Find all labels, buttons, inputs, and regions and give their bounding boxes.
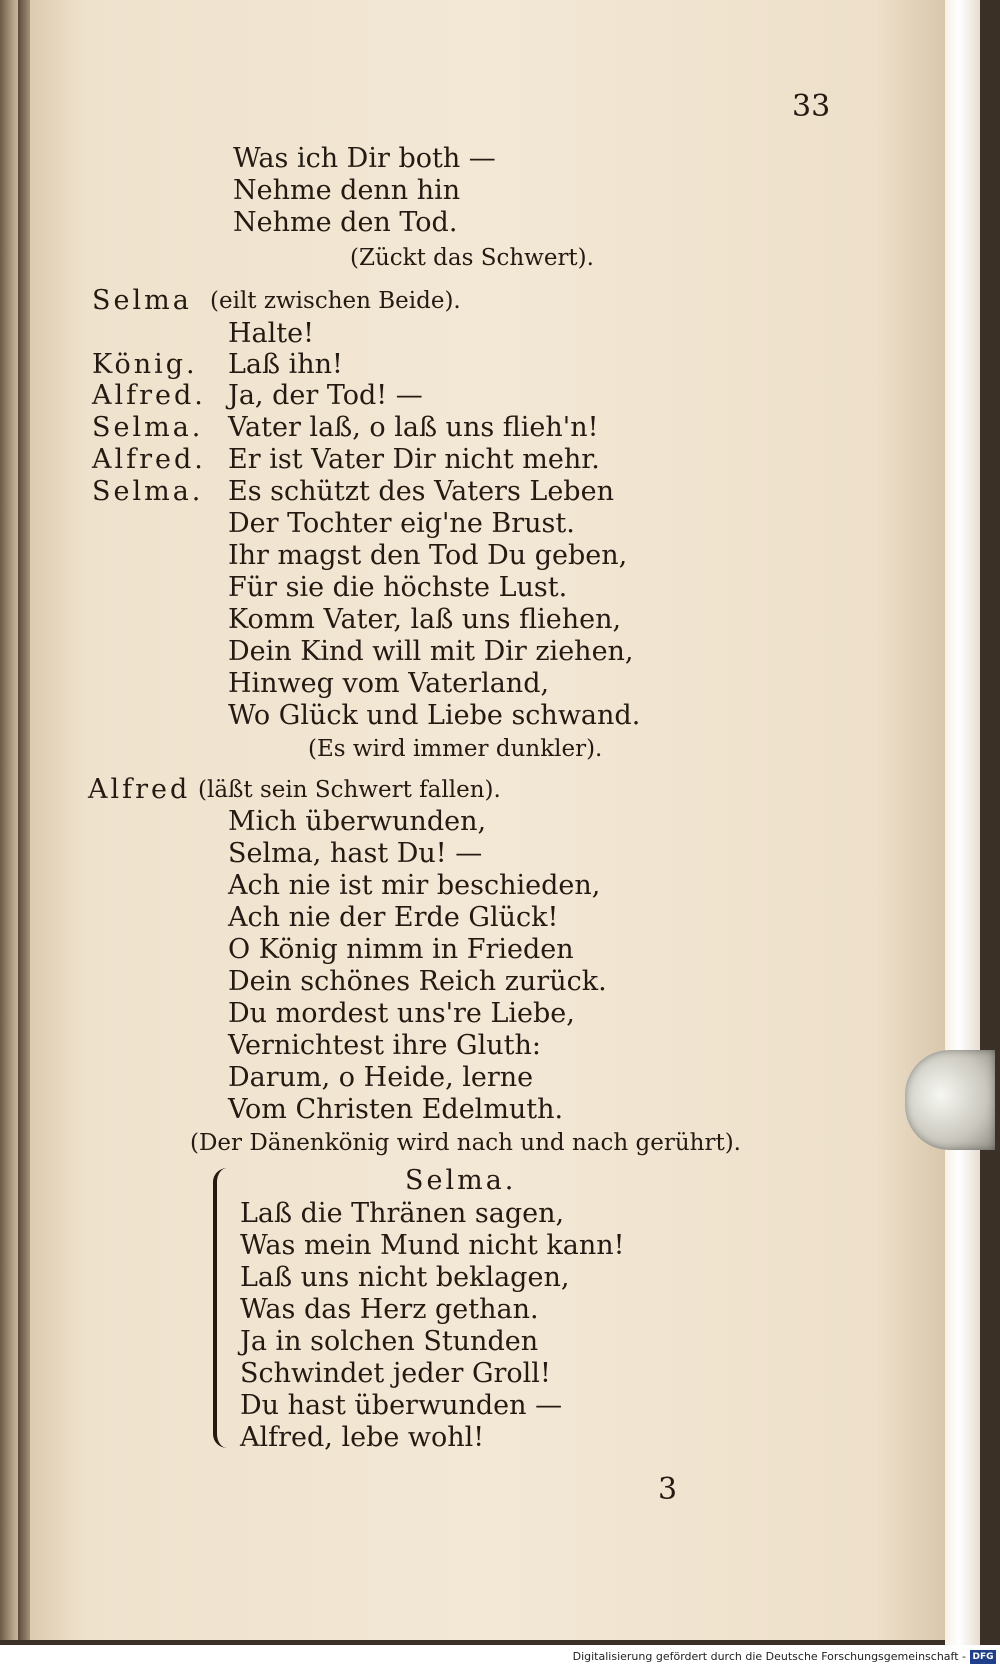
verse-line: Ach nie ist mir beschieden, <box>228 870 601 901</box>
verse-line: Ach nie der Erde Glück! <box>228 902 559 933</box>
page-clip <box>905 1050 995 1150</box>
verse-line: Du mordest uns're Liebe, <box>228 998 575 1029</box>
verse-line: Du hast überwunden — <box>240 1390 563 1421</box>
verse-line: Laß uns nicht beklagen, <box>240 1262 570 1293</box>
verse-line: Vernichtest ihre Gluth: <box>228 1030 541 1061</box>
verse-line: Alfred, lebe wohl! <box>240 1422 485 1453</box>
verse-line: Ja in solchen Stunden <box>240 1326 539 1357</box>
verse-line: Nehme den Tod. <box>233 207 458 238</box>
verse-line: Darum, o Heide, lerne <box>228 1062 534 1093</box>
footer-bar <box>0 1645 1000 1672</box>
speaker-name: Alfred. <box>92 444 206 475</box>
verse-line: Schwindet jeder Groll! <box>240 1358 551 1389</box>
speaker-name: König. <box>92 349 198 380</box>
verse-line: Der Tochter eig'ne Brust. <box>228 508 575 539</box>
speaker-name: Alfred. <box>92 380 206 411</box>
duet-brace <box>213 1168 231 1448</box>
verse-line: Ja, der Tod! — <box>228 380 423 411</box>
speaker-name: Selma <box>92 285 192 316</box>
verse-line: Komm Vater, laß uns fliehen, <box>228 604 622 635</box>
verse-line: Es schützt des Vaters Leben <box>228 476 614 507</box>
verse-line: Was das Herz gethan. <box>240 1294 539 1325</box>
verse-line: Hinweg vom Vaterland, <box>228 668 550 699</box>
verse-line: Für sie die höchste Lust. <box>228 572 568 603</box>
verse-line: Wo Glück und Liebe schwand. <box>228 700 641 731</box>
footer-credit: Digitalisierung gefördert durch die Deutsche Forschungsgemeinschaft - <box>572 1650 966 1663</box>
verse-line: O König nimm in Frieden <box>228 934 574 965</box>
page-number: 33 <box>792 89 831 124</box>
verse-line: Vater laß, o laß uns flieh'n! <box>228 412 599 443</box>
stage-direction: (Es wird immer dunkler). <box>308 736 603 762</box>
speaker-name: Selma. <box>405 1165 517 1196</box>
verse-line: Er ist Vater Dir nicht mehr. <box>228 444 600 475</box>
verse-line: Was ich Dir both — <box>233 143 496 174</box>
stage-direction: (läßt sein Schwert fallen). <box>198 777 501 803</box>
verse-line: Laß ihn! <box>228 349 343 380</box>
verse-line: Nehme denn hin <box>233 175 461 206</box>
speaker-name: Selma. <box>92 476 204 507</box>
verse-line: Dein Kind will mit Dir ziehen, <box>228 636 634 667</box>
dfg-logo-icon: DFG <box>970 1650 996 1664</box>
verse-line: Was mein Mund nicht kann! <box>240 1230 625 1261</box>
speaker-name: Selma. <box>92 412 204 443</box>
stage-direction: (eilt zwischen Beide). <box>210 288 461 314</box>
verse-line: Halte! <box>228 318 314 349</box>
verse-line: Vom Christen Edelmuth. <box>228 1094 564 1125</box>
stage-direction: (Der Dänenkönig wird nach und nach gerührt). <box>190 1130 741 1156</box>
verse-line: Selma, hast Du! — <box>228 838 483 869</box>
speaker-name: Alfred <box>88 774 191 805</box>
verse-line: Laß die Thränen sagen, <box>240 1198 565 1229</box>
verse-line: Mich überwunden, <box>228 806 487 837</box>
page-stack-edge <box>945 0 980 1645</box>
verse-line: Ihr magst den Tod Du geben, <box>228 540 628 571</box>
signature-mark: 3 <box>658 1472 678 1507</box>
stage-direction: (Zückt das Schwert). <box>350 245 594 271</box>
verse-line: Dein schönes Reich zurück. <box>228 966 607 997</box>
